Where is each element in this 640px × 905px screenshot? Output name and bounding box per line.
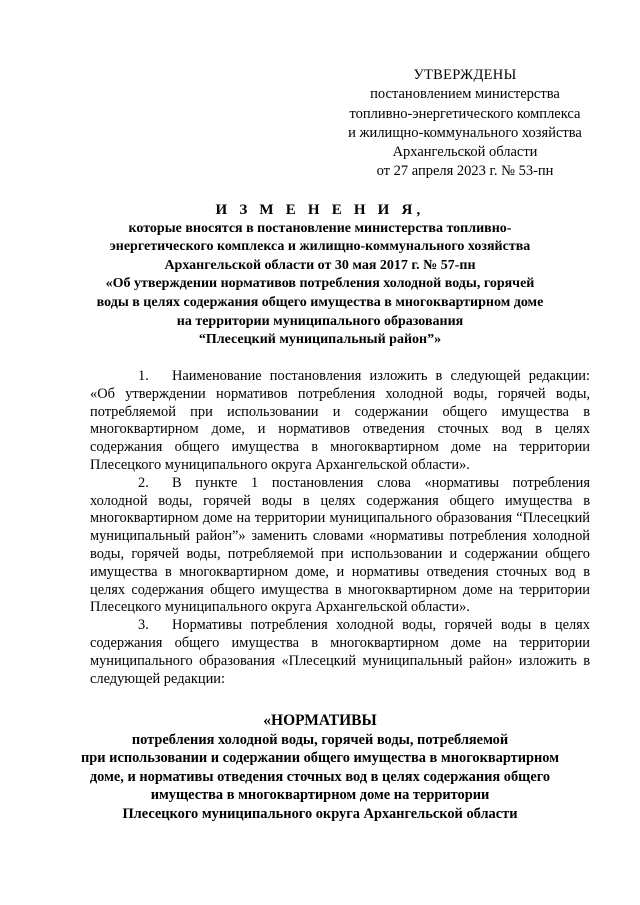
paragraph-2: [90, 475, 590, 617]
norms-line: имущества в многоквартирном доме на территории: [150, 787, 490, 804]
paragraph-1: [90, 368, 590, 475]
heading-line: Архангельской области от 30 мая 2017 г. № 57-пн: [164, 257, 476, 273]
approval-line: и жилищно-коммунального хозяйства: [348, 124, 582, 141]
approval-line: постановлением министерства: [370, 86, 560, 103]
heading-line: на территории муниципального образования: [176, 313, 464, 329]
norms-line: при использовании и содержании общего имущества в многоквартирном: [80, 750, 560, 767]
paragraph-number: 1.: [138, 368, 149, 384]
heading-line: которые вносятся в постановление министерства топливно-: [128, 220, 512, 236]
norms-title: «НОРМАТИВЫ: [263, 712, 377, 729]
paragraph-text: Нормативы потребления холодной воды, горячей воды в целях содержания общего имущества в многоквартирном доме на территории муниципального образования «Плесецкий муниципальный район» изложить в следующей редакции:: [90, 617, 590, 687]
norms-line: доме, и нормативы отведения сточных вод в целях содержания общего: [89, 768, 551, 785]
paragraph-number: 2.: [138, 474, 149, 491]
approval-line: Архангельской области: [392, 144, 538, 161]
norms-line: потребления холодной воды, горячей воды, потребляемой: [131, 731, 509, 748]
approval-line: топливно-энергетического комплекса: [349, 105, 581, 122]
heading-title: И З М Е Н Е Н И Я,: [215, 202, 425, 218]
approval-line: от 27 апреля 2023 г. № 53-пн: [376, 163, 554, 180]
heading-line: “Плесецкий муниципальный район”»: [198, 332, 442, 348]
heading-line: «Об утверждении нормативов потребления холодной воды, горячей: [105, 276, 535, 292]
paragraph-number: 3.: [138, 617, 149, 634]
heading-line: энергетического комплекса и жилищно-коммунального хозяйства: [109, 239, 531, 255]
document-body: [90, 368, 590, 688]
approval-block: [330, 66, 600, 182]
norms-heading: [70, 712, 570, 824]
paragraph-text: Наименование постановления изложить в следующей редакции: «Об утверждении нормативов потребления холодной воды, горячей воды, потребляемой при использовании и содержании общего имущества в многоквартирном доме, и нормативов отведения сточных вод в целях содержания общего имущества в многоквартирном доме на территории Плесецкого муниципального округа Архангельской области».: [90, 368, 590, 473]
paragraph-3: [90, 617, 590, 688]
heading-line: воды в целях содержания общего имущества в многоквартирном доме: [96, 294, 544, 310]
document-heading: [70, 201, 570, 350]
paragraph-text: В пункте 1 постановления слова «нормативы потребления холодной воды, горячей воды в целях содержания общего имущества в многоквартирном доме на территории муниципального образования “Плесецкий муниципальный район”» заменить словами «нормативы потребления холодной воды, горячей воды, потребляемой при использовании и содержании общего имущества в многоквартирном доме, и нормативы отведения сточных вод в целях содержания общего имущества в многоквартирном доме на территории Плесецкого муниципального округа Архангельской области».: [90, 474, 590, 616]
approval-stamp: УТВЕРЖДЕНЫ: [413, 67, 517, 83]
norms-line: Плесецкого муниципального округа Архангельской области: [122, 805, 518, 822]
